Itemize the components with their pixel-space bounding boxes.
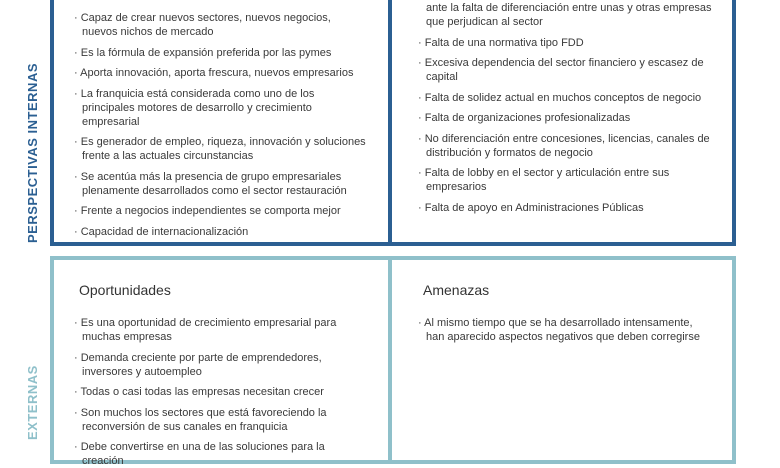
weaknesses-list	[418, 1, 712, 215]
strengths-item: · Es la fórmula de expansión preferida por las pymes	[74, 46, 368, 60]
opportunities-item: · Es una oportunidad de crecimiento empresarial para muchas empresas	[74, 316, 368, 344]
strengths-item: · Frente a negocios independientes se comporta mejor	[74, 204, 368, 218]
threats-list	[418, 316, 712, 344]
strengths-item: · Capaz de crear nuevos sectores, nuevos negocios, nuevos nichos de mercado	[74, 11, 368, 39]
strengths-column	[54, 0, 392, 242]
opportunities-column	[54, 260, 392, 467]
strengths-item: · Es generador de empleo, riqueza, innovación y soluciones frente a las actuales circunstancias	[74, 135, 368, 163]
internal-perspectives-label: PERSPECTIVAS INTERNAS	[25, 62, 40, 243]
threats-item: · Al mismo tiempo que se ha desarrollado intensamente, han aparecido aspectos negativos que deben corregirse	[418, 316, 712, 344]
threats-column	[392, 260, 732, 460]
strengths-item: · Capacidad de internacionalización	[74, 225, 368, 239]
opportunities-item: · Son muchos los sectores que está favoreciendo la reconversión de sus canales en franquicia	[74, 406, 368, 434]
weaknesses-column	[392, 0, 732, 242]
weaknesses-item: · Falta de organizaciones profesionalizadas	[418, 111, 712, 125]
weaknesses-item: · No diferenciación entre concesiones, licencias, canales de distribución y formatos de negocio	[418, 132, 712, 160]
weaknesses-item: · Falta de una normativa tipo FDD	[418, 36, 712, 50]
internal-box	[50, 0, 736, 246]
strengths-item: · Aporta innovación, aporta frescura, nuevos empresarios	[74, 66, 368, 80]
weaknesses-item: · Falta de apoyo en Administraciones Públicas	[418, 201, 712, 215]
opportunities-item: · Debe convertirse en una de las soluciones para la creación	[74, 440, 368, 468]
opportunities-list	[74, 316, 368, 468]
strengths-item: · La franquicia está considerada como uno de los principales motores de desarrollo y crecimiento empresarial	[74, 87, 368, 129]
opportunities-title: Oportunidades	[79, 282, 171, 298]
weaknesses-item: ante la falta de diferenciación entre unas y otras empresas que perjudican al sector	[426, 2, 712, 28]
weaknesses-item: · Falta de lobby en el sector y articulación entre sus empresarios	[418, 166, 712, 194]
weaknesses-item: · Excesiva dependencia del sector financiero y escasez de capital	[418, 56, 712, 84]
threats-title: Amenazas	[423, 282, 490, 298]
external-perspectives-label: EXTERNAS	[25, 365, 40, 440]
external-box	[50, 256, 736, 467]
strengths-item: · Se acentúa más la presencia de grupo empresariales plenamente desarrollados como el sector restauración	[74, 170, 368, 198]
opportunities-item: · Demanda creciente por parte de emprendedores, inversores y autoempleo	[74, 351, 368, 379]
opportunities-item: · Todas o casi todas las empresas necesitan crecer	[74, 385, 368, 399]
strengths-list	[74, 11, 368, 239]
weaknesses-item: · Falta de solidez actual en muchos conceptos de negocio	[418, 91, 712, 105]
